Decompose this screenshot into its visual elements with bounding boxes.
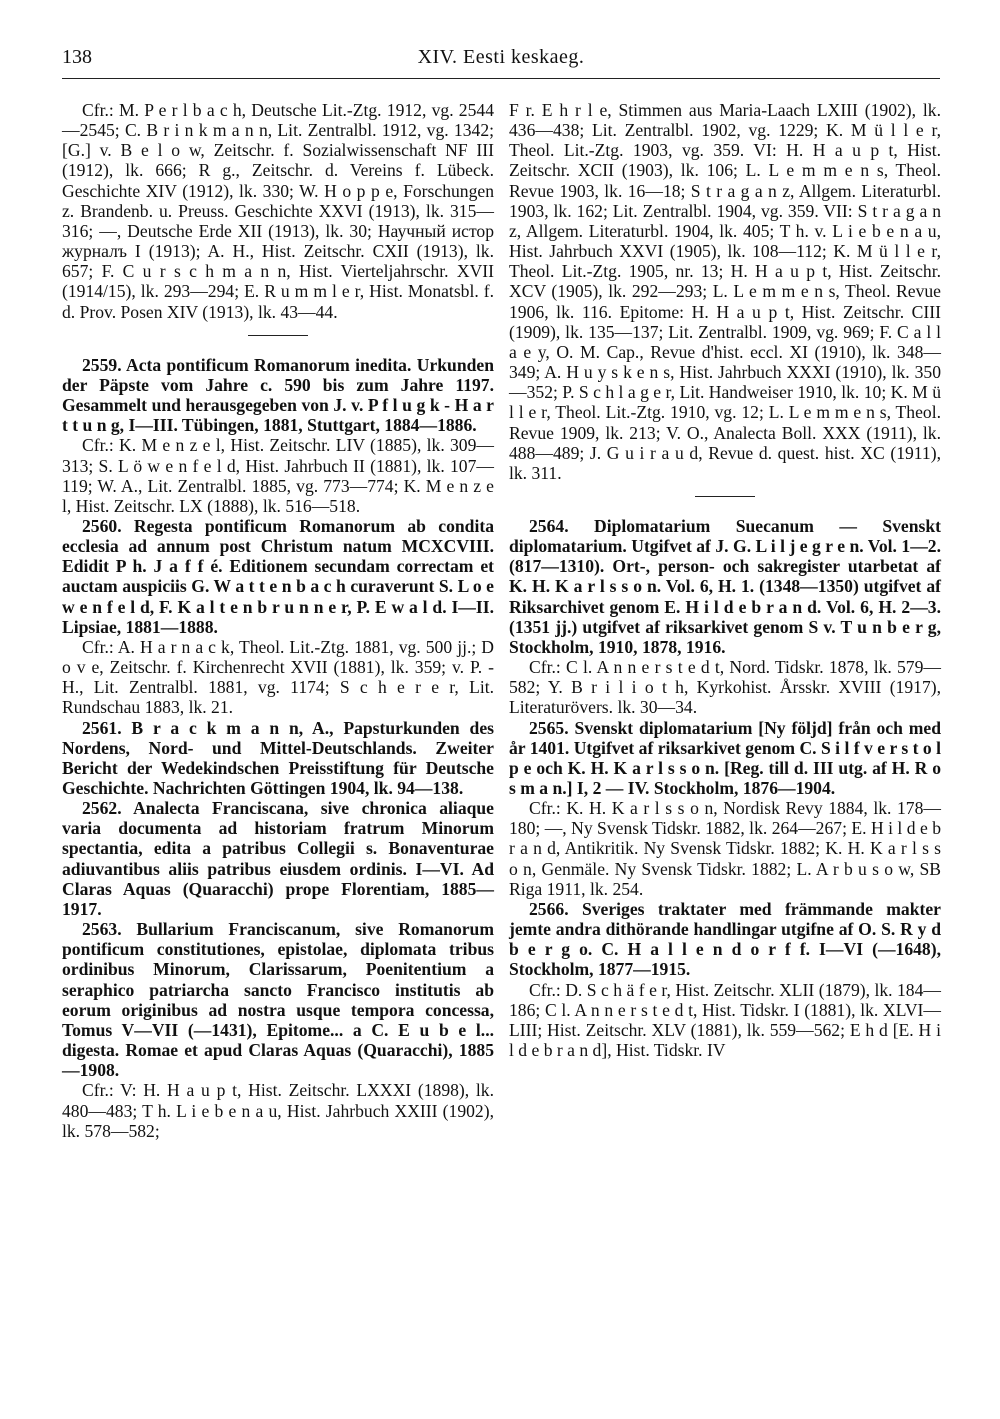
page-header bbox=[62, 44, 940, 79]
section-divider bbox=[695, 496, 755, 497]
bibliography-entry: 2564. Diplomatarium Suecanum — Svenskt diplomatarium. Utgifvet af J. G. L i l j e g r e n. Vol. 1—2. (817—1310). Ort-, person- och sakregister utarbetat af K. H. K a r l s s o n. Vol. 6, H. 1. (1348—1350) utgifvet af Riksarchivet genom E. H i l d e b r a n d. Vol. 6, H. 2—3. (1351 jj.) utgifvet af riksarkivet genom S v. T u n b e r g, Stockholm, 1910, 1878, 1916. bbox=[509, 515, 941, 657]
page-number: 138 bbox=[62, 46, 92, 68]
citation-paragraph: Cfr.: K. H. K a r l s s o n, Nordisk Revy 1884, lk. 178—180; —, Ny Svensk Tidskr. 1882, lk. 264—267; E. H i l d e b r a n d, Antikritik. Ny Svensk Tidskr. 1882; K. H. K a r l s s o n, Genmäle. Ny Svensk Tidskr. 1882; L. A r b u s o w, SB Riga 1911, lk. 254. bbox=[509, 798, 941, 899]
citation-paragraph: Cfr.: M. P e r l b a c h, Deutsche Lit.-Ztg. 1912, vg. 2544—2545; C. B r i n k m a n n, Lit. Zentralbl. 1912, vg. 1342; [G.] v. B e l o w, Zeitschr. f. Sozialwissenschaft NF III (1912), lk. 666; R g., Zeitschr. d. Vereins f. Lübeck. Geschichte XIV (1912), lk. 330; W. H o p p e, Forschungen z. Brandenb. u. Preuss. Geschichte XXVI (1913), lk. 315—316; —, Deutsche Erde XII (1913), lk. 30; Научный истор журналъ I (1913); A. H., Hist. Zeitschr. CXII (1913), lk. 657; F. C u r s c h m a n n, Hist. Vierteljahrschr. XVII (1914/15), lk. 293—294; E. R u m m l e r, Hist. Monatsbl. f. d. Prov. Posen XIV (1913), lk. 43—44. bbox=[62, 100, 494, 322]
citation-paragraph: Cfr.: V: H. H a u p t, Hist. Zeitschr. LXXXI (1898), lk. 480—483; T h. L i e b e n a u, Hist. Jahrbuch XXIII (1902), lk. 578—582; bbox=[62, 1080, 494, 1141]
citation-paragraph: Cfr.: C l. A n n e r s t e d t, Nord. Tidskr. 1878, lk. 579—582; Y. B r i l i o t h, Kyrkohist. Årsskr. XVIII (1917), Literaturövers. lk. 30—34. bbox=[509, 657, 941, 718]
right-column bbox=[509, 100, 941, 1060]
bibliography-entry: 2563. Bullarium Franciscanum, sive Romanorum pontificum constitutiones, epistolae, diplomata tribus ordinibus Minorum, Clarissarum, Poenitentium a seraphico patriarcha sancto Francisco institutis ab eorum originibus ad nostra usque tempora concessa, Tomus V—VII (—1431), Epitome... a C. E u b e l... digesta. Romae et apud Claras Aquas (Quaracchi), 1885—1908. bbox=[62, 919, 494, 1081]
section-divider bbox=[248, 335, 308, 336]
citation-paragraph: Cfr.: A. H a r n a c k, Theol. Lit.-Ztg. 1881, vg. 500 jj.; D o v e, Zeitschr. f. Kirchenrecht XVII (1881), lk. 359; v. P. - H., Lit. Zentralbl. 1881, vg. 1174; S c h e r e r, Lit. Rundschau 1883, lk. 21. bbox=[62, 636, 494, 718]
citation-paragraph: Cfr.: K. M e n z e l, Hist. Zeitschr. LIV (1885), lk. 309—313; S. L ö w e n f e l d, Hist. Jahrbuch II (1881), lk. 107—119; W. A., Lit. Zentralbl. 1885, vg. 773—774; K. M e n z e l, Hist. Zeitschr. LX (1888), lk. 516—518. bbox=[62, 435, 494, 516]
bibliography-entry: 2559. Acta pontificum Romanorum inedita. Urkunden der Päpste vom Jahre c. 590 bis zum Jahre 1197. Gesammelt und herausgegeben von J. v. P f l u g k - H a r t t u n g, I—III. Tübingen, 1881, Stuttgart, 1884—1886. bbox=[62, 354, 494, 436]
running-title: XIV. Eesti keskaeg. bbox=[417, 46, 585, 68]
bibliography-entry: 2560. Regesta pontificum Romanorum ab condita ecclesia ad annum post Christum natum MCXCVIII. Edidit P h. J a f f é. Editionem secundam correctam et auctam auspiciis G. W a t t e n b a c h curaverunt S. L o e w e n f e l d, F. K a l t e n b r u n n e r, P. E w a l d. I—II. Lipsiae, 1881—1888. bbox=[62, 515, 494, 637]
citation-paragraph: F r. E h r l e, Stimmen aus Maria-Laach LXIII (1902), lk. 436—438; Lit. Zentralbl. 1902, vg. 1229; K. M ü l l e r, Theol. Lit.-Ztg. 1903, vg. 359. VI: H. H a u p t, Hist. Zeitschr. XCII (1903), lk. 106; L. L e m m e n s, Theol. Revue 1903, lk. 16—18; S t r a g a n z, Allgem. Literaturbl. 1903, lk. 162; Lit. Zentralbl. 1904, vg. 359. VII: S t r a g a n z, Allgem. Literaturbl. 1904, lk. 405; T h. v. L i e b e n a u, Hist. Jahrbuch XXVI (1905), lk. 108—112; K. M ü l l e r, Theol. Lit.-Ztg. 1905, nr. 13; H. H a u p t, Hist. Zeitschr. XCV (1905), lk. 292—293; L. L e m m e n s, Theol. Revue 1906, lk. 116. Epitome: H. H a u p t, Hist. Zeitschr. CIII (1909), lk. 135—137; Lit. Zentralbl. 1909, vg. 969; F. C a l l a e y, O. M. Cap., Revue d'hist. eccl. XI (1910), lk. 348—349; A. H u y s k e n s, Hist. Jahrbuch XXXI (1910), lk. 350—352; P. S c h l a g e r, Lit. Handweiser 1910, lk. 10; K. M ü l l e r, Theol. Lit.-Ztg. 1910, vg. 12; L. L e m m e n s, Theol. Revue 1909, lk. 213; V. O., Analecta Boll. XXX (1911), lk. 488—489; J. G u i r a u d, Revue d. quest. hist. XC (1911), lk. 311. bbox=[509, 100, 941, 483]
bibliography-entry: 2562. Analecta Franciscana, sive chronica aliaque varia documenta ad historiam fratrum Minorum spectantia, edita a patribus Collegii s. Bonaventurae adiuvantibus aliis patribus eiusdem ordinis. I—VI. Ad Claras Aquas (Quaracchi) prope Florentiam, 1885—1917. bbox=[62, 798, 494, 919]
citation-paragraph: Cfr.: D. S c h ä f e r, Hist. Zeitschr. XLII (1879), lk. 184—186; C l. A n n e r s t e d t, Hist. Tidskr. I (1881), lk. XLVI—LIII; Hist. Zeitschr. XLV (1881), lk. 559—562; E h d [E. H i l d e b r a n d], Hist. Tidskr. IV bbox=[509, 979, 941, 1061]
bibliography-entry: 2566. Sveriges traktater med främmande makter jemte andra dithörande handlingar utgifne af O. S. R y d b e r g o. C. H a l l e n d o r f f. I—VI (—1648), Stockholm, 1877—1915. bbox=[509, 898, 941, 980]
left-column bbox=[62, 100, 494, 1141]
bibliography-entry: 2561. B r a c k m a n n, A., Papsturkunden des Nordens, Nord- und Mittel-Deutschlands. Zweiter Bericht der Wedekindschen Preisstiftung für Deutsche Geschichte. Nachrichten Göttingen 1904, lk. 94—138. bbox=[62, 717, 494, 798]
bibliography-entry: 2565. Svenskt diplomatarium [Ny följd] från och med år 1401. Utgifvet af riksarkivet genom C. S i l f v e r s t o l p e och K. H. K a r l s s o n. [Reg. till d. III utg. af H. R o s m a n.] I, 2 — IV. Stockholm, 1876—1904. bbox=[509, 717, 941, 798]
